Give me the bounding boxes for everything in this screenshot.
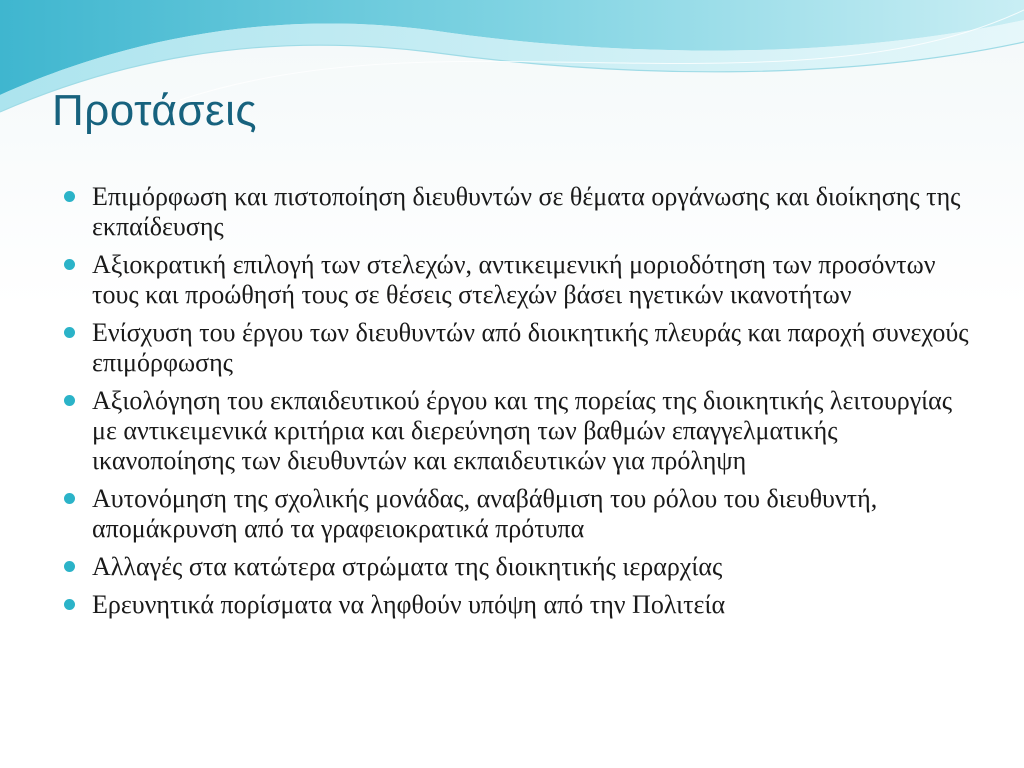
bullet-dot-icon: [64, 493, 75, 504]
bullet-list: [62, 182, 972, 628]
bullet-dot-icon: [64, 395, 75, 406]
bullet-text: Αλλαγές στα κατώτερα στρώματα της διοικητικής ιεραρχίας: [92, 552, 723, 581]
bullet-text: Ερευνητικά πορίσματα να ληφθούν υπόψη από την Πολιτεία: [92, 590, 726, 619]
bullet-item: [62, 318, 972, 378]
bullet-dot-icon: [64, 561, 75, 572]
bullet-item: [62, 250, 972, 310]
bullet-dot-icon: [64, 327, 75, 338]
bullet-dot-icon: [64, 599, 75, 610]
bullet-dot-icon: [64, 259, 75, 270]
bullet-item: [62, 182, 972, 242]
slide-title: Προτάσεις: [52, 86, 258, 135]
bullet-text: Επιμόρφωση και πιστοποίηση διευθυντών σε θέματα οργάνωσης και διοίκησης της εκπαίδευσης: [92, 182, 961, 241]
bullet-dot-icon: [64, 191, 75, 202]
bullet-item: [62, 552, 972, 582]
bullet-text: Ενίσχυση του έργου των διευθυντών από διοικητικής πλευράς και παροχή συνεχούς επιμόρφωσης: [92, 318, 969, 377]
bullet-text: Αξιολόγηση του εκπαιδευτικού έργου και της πορείας της διοικητικής λειτουργίας με αντικειμενικά κριτήρια και διερεύνηση των βαθμών επαγγελματικής ικανοποίησης των διευθυντών και εκπαιδευτικών για πρόληψη: [92, 386, 953, 475]
bullet-text: Αυτονόμηση της σχολικής μονάδας, αναβάθμιση του ρόλου του διευθυντή, απομάκρυνση από τα γραφειοκρατικά πρότυπα: [92, 484, 878, 543]
bullet-item: [62, 590, 972, 620]
bullet-item: [62, 484, 972, 544]
bullet-item: [62, 386, 972, 476]
bullet-text: Αξιοκρατική επιλογή των στελεχών, αντικειμενική μοριοδότηση των προσόντων τους και προώθησή τους σε θέσεις στελεχών βάσει ηγετικών ικανοτήτων: [92, 250, 936, 309]
